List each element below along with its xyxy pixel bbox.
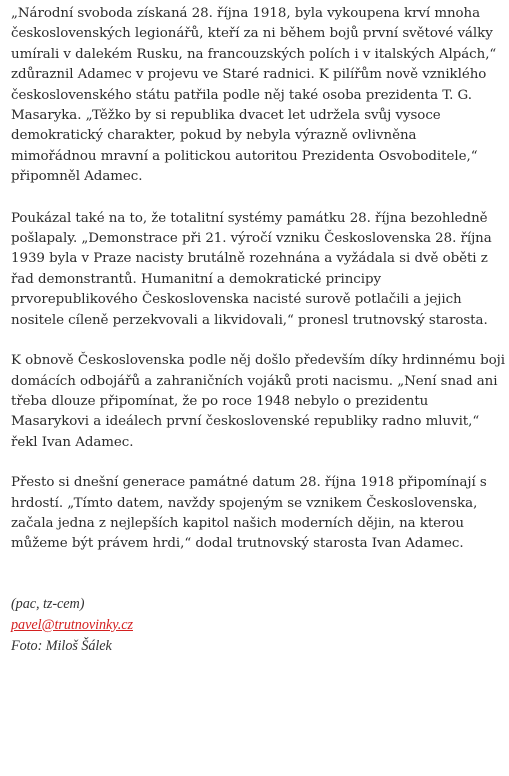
article-body xyxy=(11,4,505,657)
paragraph-spacer xyxy=(11,188,505,209)
article-credits xyxy=(11,594,505,657)
article-paragraph-2: Poukázal také na to, že totalitní systémy památku 28. října bezohledně pošlapaly. „Demonstrace při 21. výročí vzniku Československa 28. října 1939 byla v Praze nacisty brutálně rozehnána a vyžádala si dvě oběti z řad demonstrantů. Humanitní a demokratické principy prvorepublikového Československa nacisté surově potlačili a jejich nositele cíleně perzekvovali a likvidovali,“ pronesl trutnovský starosta. xyxy=(11,210,492,328)
photo-credit: Foto: Miloš Šálek xyxy=(11,637,112,654)
paragraph-spacer xyxy=(11,331,505,351)
paragraph-spacer xyxy=(11,555,505,594)
article-paragraph-1: „Národní svoboda získaná 28. října 1918, byla vykoupena krví mnoha československých legionářů, kteří za ni během bojů první světové války umírali v dalekém Rusku, na francouzských polích i v italských Alpách,“ zdůraznil Adamec v projevu ve Staré radnici. K pilířům nově vzniklého československého státu patřila podle něj také osoba prezidenta T. G. Masaryka. „Těžko by si republika dvacet let udržela svůj vysoce demokratický charakter, pokud by nebyla výrazně ovlivněna mimořádnou mravní a politickou autoritou Prezidenta Osvoboditele,“ připomněl Adamec. xyxy=(11,6,497,185)
article-paragraph-4: Přesto si dnešní generace památné datum 28. října 1918 připomínají s hrdostí. „Tímto datem, navždy spojeným se vznikem Československa, začala jedna z nejlepších kapitol našich moderních dějin, na kterou můžeme být právem hrdi,“ dodal trutnovský starosta Ivan Adamec. xyxy=(11,475,487,552)
paragraph-spacer xyxy=(11,453,505,473)
source-credit: (pac, tz-cem) xyxy=(11,595,85,612)
author-email-link[interactable]: pavel@trutnovinky.cz xyxy=(11,616,133,633)
article-paragraph-3: K obnově Československa podle něj došlo především díky hrdinnému boji domácích odbojářů a zahraničních vojáků proti nacismu. „Není snad ani třeba dlouze připomínat, že po roce 1948 nebylo o prezidentu Masarykovi a ideálech první československé republiky radno mluvit,“ řekl Ivan Adamec. xyxy=(11,353,505,450)
